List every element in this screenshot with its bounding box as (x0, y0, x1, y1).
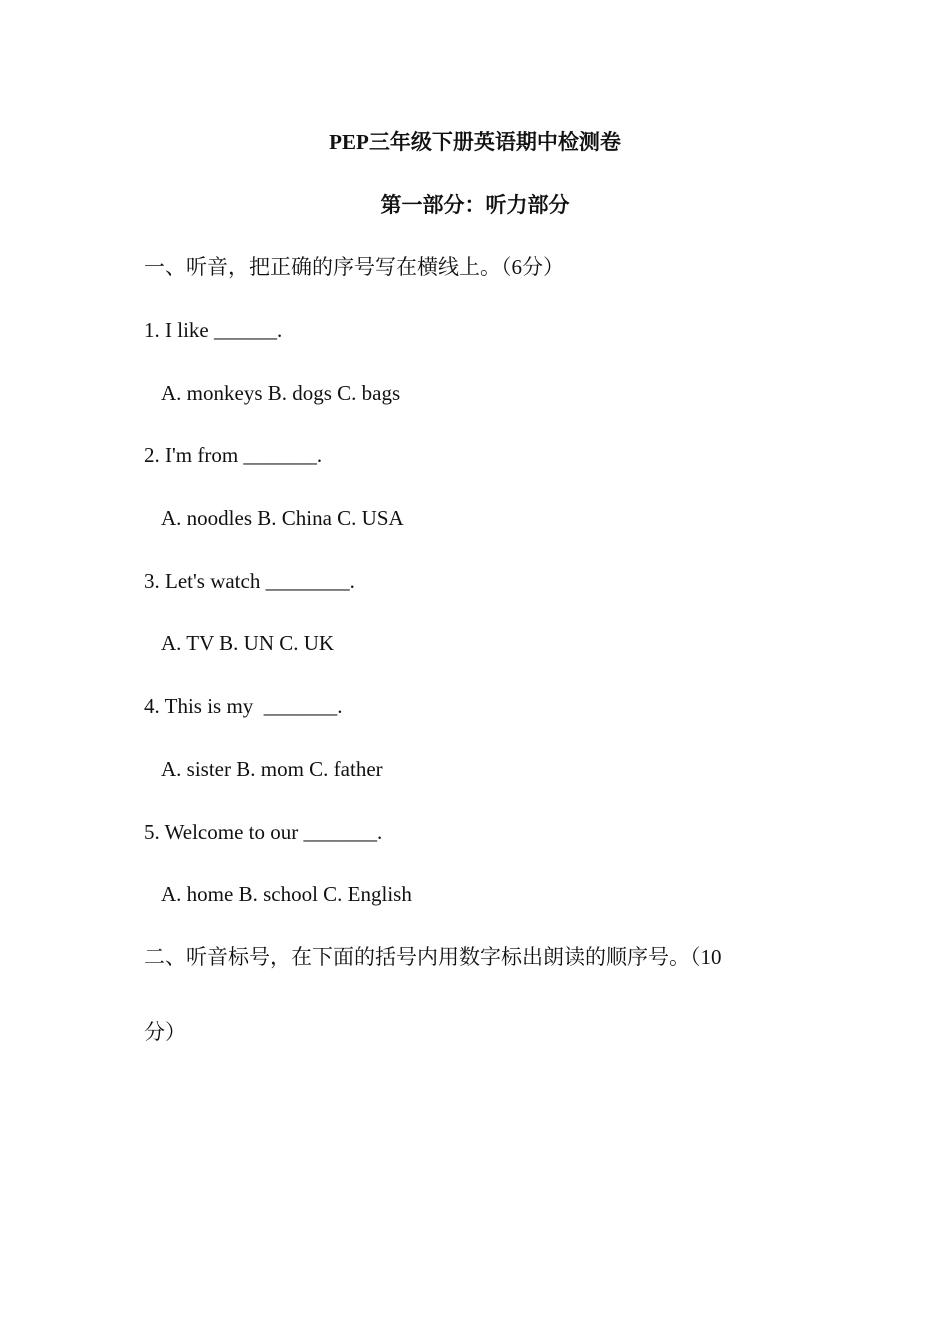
section-2-heading-line-1: 二、听音标号，在下面的括号内用数字标出朗读的顺序号。（10 (144, 945, 722, 969)
question-5-options: A. home B. school C. English (161, 882, 412, 906)
question-3-options: A. TV B. UN C. UK (161, 631, 335, 655)
question-5-stem: 5. Welcome to our _______. (144, 820, 383, 844)
question-4-options: A. sister B. mom C. father (161, 757, 383, 781)
exam-title: PEP三年级下册英语期中检测卷 (329, 130, 621, 154)
question-1-options: A. monkeys B. dogs C. bags (161, 381, 401, 405)
question-4-stem: 4. This is my _______. (144, 694, 343, 718)
question-3-stem: 3. Let's watch ________. (144, 569, 355, 593)
question-2-options: A. noodles B. China C. USA (161, 506, 404, 530)
question-1-stem: 1. I like ______. (144, 318, 283, 342)
section-2-heading-line-2: 分） (144, 1020, 186, 1044)
question-2-stem: 2. I'm from _______. (144, 443, 323, 467)
section-1-heading: 一、听音，把正确的序号写在横线上。（6分） (144, 255, 564, 279)
part-title: 第一部分：听力部分 (380, 193, 570, 217)
